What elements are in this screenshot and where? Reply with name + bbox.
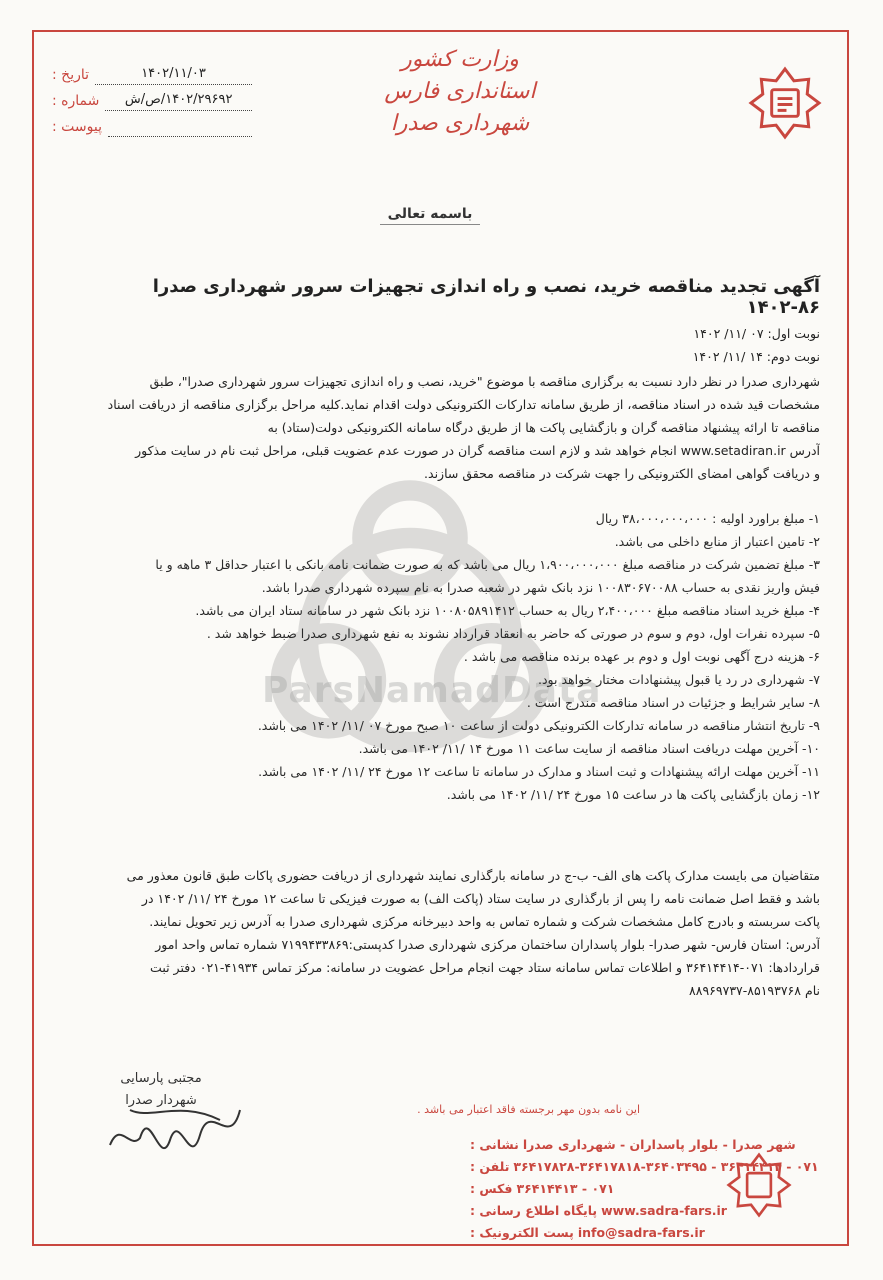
closing-line: باشد و فقط اصل ضمانت نامه را پس از بارگذاری در سایت ستاد (پاکت الف) به صورت فیزیکی تا ساعت ۱۲ مورخ ۲۴ /۱۱/ ۱۴۰۲ در <box>141 891 820 906</box>
email-label: پست الکترونیک : <box>470 1225 574 1240</box>
number-row <box>52 88 252 114</box>
date-row <box>52 62 252 88</box>
condition-item: ۷- شهرداری در رد یا قبول پیشنهادات مختار خواهد بود. <box>538 672 820 687</box>
address-label: نشانی : <box>470 1137 519 1152</box>
date-value: ۱۴۰۲/۱۱/۰۳ <box>95 66 252 85</box>
closing-line: متقاضیان می بایست مدارک پاکت های الف- ب-ج در سامانه بارگذاری نمایند شهرداری از دریافت حضوری پاکات طبق قانون معذور می <box>126 868 820 883</box>
closing-paragraph <box>92 864 820 1002</box>
fax-line <box>470 1178 830 1200</box>
fax-value: ۰۷۱ - ۳۶۴۱۴۴۱۳ <box>516 1181 615 1196</box>
condition-item: فیش واریز نقدی به حساب ۱۰۰۸۳۰۶۷۰۰۸۸ نزد بانک شهر در شعبه صدرا به نام سپرده شهرداری صدرا باشد. <box>261 580 820 595</box>
phone-line <box>470 1156 830 1178</box>
letterhead-title <box>360 44 560 140</box>
municipality-title: شهرداری صدرا <box>390 111 530 136</box>
address-line <box>470 1134 830 1156</box>
municipality-logo <box>748 66 822 140</box>
website-label: پایگاه اطلاع رسانی : <box>470 1203 598 1218</box>
condition-item: ۱- مبلغ براورد اولیه : ۳۸،۰۰۰،۰۰۰،۰۰۰ ریال <box>595 511 820 526</box>
intro-line: مشخصات قید شده در اسناد مناقصه، از طریق سامانه تدارکات الکترونیکی دولت اقدام نماید.کلیه مراحل برگزاری مناقصه از دریافت اسناد <box>107 397 820 412</box>
attachment-label: پیوست : <box>52 119 102 135</box>
contact-footer <box>470 1134 830 1244</box>
address-value: شهر صدرا - بلوار پاسداران - شهرداری صدرا <box>522 1137 796 1152</box>
watermark-text: ParsNamadData <box>262 670 602 711</box>
condition-item: ۸- سایر شرایط و جزئیات در اسناد مناقصه مندرج است . <box>526 695 820 710</box>
governorate-title: استانداری فارس <box>384 79 536 104</box>
handwritten-signature <box>90 1090 250 1160</box>
bismillah-heading: باسمه تعالی <box>380 206 480 225</box>
closing-line: پاکت سربسته و بادرج کامل مشخصات شرکت و شماره تماس به واحد دبیرخانه مرکزی شهرداری صدرا به آدرس زیر تحویل نمایند. <box>149 914 820 929</box>
signer-title: شهردار صدرا <box>125 1093 197 1108</box>
phone-label: تلفن : <box>470 1159 510 1174</box>
intro-line: آدرس www.setadiran.ir انجام خواهد شد و لازم است مناقصه گران در صورت عدم عضویت قبلی، مراحل ثبت نام در سایت مذکور <box>135 443 820 458</box>
number-value: ۱۴۰۲/۲۹۶۹۲/ص/ش <box>105 92 252 111</box>
intro-line: شهرداری صدرا در نظر دارد نسبت به برگزاری مناقصه با موضوع "خرید، نصب و راه اندازی تجهیزات سرور شهرداری صدرا"، طبق <box>149 374 820 389</box>
condition-item: ۱۱- آخرین مهلت ارائه پیشنهادات و ثبت اسناد و مدارک در سامانه تا ساعت ۱۲ مورخ ۲۴ /۱۱/ ۱۴۰۲ می باشد. <box>258 764 820 779</box>
intro-line: و دریافت گواهی امضای الکترونیکی را جهت شرکت در مناقصه محقق سازند. <box>424 466 820 481</box>
email-link[interactable]: info@sadra-fars.ir <box>577 1225 705 1240</box>
intro-paragraph <box>92 370 820 485</box>
condition-item: ۱۲- زمان بازگشایی پاکت ها در ساعت ۱۵ مورخ ۲۴ /۱۱/ ۱۴۰۲ می باشد. <box>446 787 820 802</box>
phone-value: ۰۷۱ - ۳۶۴۱۴۴۱۴ - ۳۶۴۱۷۸۲۸-۳۶۴۱۷۸۱۸-۳۶۴۰۳۴۹۵ <box>513 1159 819 1174</box>
condition-item: ۱۰- آخرین مهلت دریافت اسناد مناقصه از سایت ساعت ۱۱ مورخ ۱۴ /۱۱/ ۱۴۰۲ می باشد. <box>358 741 820 756</box>
website-line <box>470 1200 830 1222</box>
second-round-date: نوبت دوم: ۱۴ /۱۱/ ۱۴۰۲ <box>692 349 820 364</box>
number-label: شماره : <box>52 93 100 109</box>
fax-label: فکس : <box>470 1181 513 1196</box>
letter-meta <box>52 62 252 140</box>
closing-line: آدرس: استان فارس- شهر صدرا- بلوار پاسداران ساختمان مرکزی شهرداری صدرا کدپستی:۷۱۹۹۴۳۳۸۶۹ شماره تماس واحد امور <box>155 937 820 952</box>
website-link[interactable]: www.sadra-fars.ir <box>601 1203 727 1218</box>
ministry-title: وزارت کشور <box>401 47 519 72</box>
condition-item: ۵- سپرده نفرات اول، دوم و سوم در صورتی که حاضر به انعقاد قرارداد نشوند به نفع شهرداری صدرا ضبط خواهد شد . <box>206 626 820 641</box>
condition-item: ۳- مبلغ تضمین شرکت در مناقصه مبلغ ۱،۹۰۰،۰۰۰،۰۰۰ ریال می باشد که به صورت ضمانت نامه بانکی با اعتبار حداقل ۳ ماهه و یا <box>155 557 820 572</box>
conditions-list <box>92 507 820 806</box>
closing-line: نام ۸۵۱۹۳۷۶۸-۸۸۹۶۹۷۳۷ <box>689 983 820 998</box>
signer-name: مجتبی پارسایی <box>120 1071 202 1086</box>
email-line <box>470 1222 830 1244</box>
condition-item: ۹- تاریخ انتشار مناقصه در سامانه تدارکات الکترونیکی دولت از ساعت ۱۰ صبح مورخ ۰۷ /۱۱/ ۱۴۰۲ می باشد. <box>257 718 820 733</box>
round-dates <box>92 322 820 368</box>
condition-item: ۲- تامین اعتبار از منابع داخلی می باشد. <box>614 534 820 549</box>
validity-note: این نامه بدون مهر برجسته فاقد اعتبار می باشد . <box>417 1103 640 1116</box>
notice-heading: آگهی تجدید مناقصه خرید، نصب و راه اندازی تجهیزات سرور شهرداری صدرا ۸۶-۱۴۰۲ <box>152 276 820 318</box>
attachment-row <box>52 114 252 140</box>
intro-line: مناقصه تا ارائه پیشنهاد مناقصه گران و بازگشایی پاکت ها از طریق درگاه سامانه الکترونیکی دولت(ستاد) به <box>267 420 820 435</box>
closing-line: قراردادها: ۰۷۱-۳۶۴۱۴۴۱۴ و اطلاعات تماس سامانه ستاد جهت انجام مراحل عضویت در سامانه: مرکز تماس ۴۱۹۳۴-۰۲۱ دفتر ثبت <box>150 960 820 975</box>
first-round-date: نوبت اول: ۰۷ /۱۱/ ۱۴۰۲ <box>693 326 820 341</box>
condition-item: ۴- مبلغ خرید اسناد مناقصه مبلغ ۲،۴۰۰،۰۰۰ ریال به حساب ۱۰۰۸۰۵۸۹۱۴۱۲ نزد بانک شهر در سامانه ستاد ایران می باشد. <box>195 603 820 618</box>
condition-item: ۶- هزینه درج آگهی نوبت اول و دوم بر عهده برنده مناقصه می باشد . <box>463 649 820 664</box>
date-label: تاریخ : <box>52 67 90 83</box>
attachment-value <box>108 118 252 137</box>
